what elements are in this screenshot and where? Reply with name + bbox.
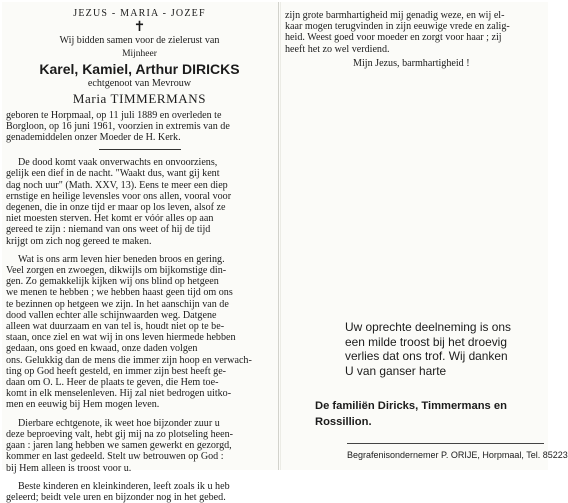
text-line: niet moesten sterven. Het komt er vóór alles op aan bbox=[6, 213, 214, 225]
text-line: heid. Weest goed voor moeder en zorgt voor haar ; zij bbox=[285, 32, 502, 44]
condolence-line: Uw oprechte deelneming is ons bbox=[345, 320, 511, 334]
spouse-name: Maria TIMMERMANS bbox=[72, 90, 207, 106]
deceased-name: Karel, Kamiel, Arthur DIRICKS bbox=[39, 61, 240, 78]
honorific: Mijnheer bbox=[122, 49, 157, 60]
families-line: De familiën Diricks, Timmermans en bbox=[315, 400, 507, 412]
left-panel bbox=[6, 6, 273, 503]
header-words: JEZUS - MARIA - JOZEF bbox=[73, 8, 206, 19]
text-line: kommer en last gedeeld. Stelt uw betrouwen op God : bbox=[6, 451, 224, 463]
text-line: Veel zorgen en zwoegen, dikwijls om bijkomstige din- bbox=[6, 265, 227, 277]
condolence-block bbox=[345, 320, 511, 379]
bio-line: genademiddelen onzer Moeder de H. Kerk. bbox=[6, 132, 181, 144]
bio-line: Borgloon, op 16 juni 1961, voorzien in extremis van de bbox=[6, 120, 230, 132]
text-line: geleerd; beidt vele uren en bijzonder nog in het gebed. bbox=[6, 491, 226, 503]
text-line: dag noch uur" (Math. XXV, 13). Eens te meer een diep bbox=[6, 179, 228, 191]
text-line: te bezinnen op hetgeen we zijn. In het aanschijn van de bbox=[6, 298, 229, 310]
text-line: ernstige en heilige levensles voor ons allen, vooral voor bbox=[6, 190, 232, 202]
text-line: alleen wat duurzaam en van tel is, houdt niet op te be- bbox=[6, 321, 225, 333]
condolence-line: U van ganser harte bbox=[345, 364, 447, 379]
paragraph-1 bbox=[6, 157, 273, 247]
text-line: Wat is ons arm leven hier beneden broos en gering. bbox=[18, 253, 225, 265]
families-line: Rossillion. bbox=[315, 416, 372, 428]
spouse-intro: echtgenoot van Mevrouw bbox=[87, 78, 192, 90]
text-line: zijn grote barmhartigheid mij genadig weze, en wij el- bbox=[285, 10, 505, 21]
memorial-card bbox=[2, 2, 568, 503]
fold-shadow bbox=[280, 2, 281, 470]
text-line: heeft het zo wel verdiend. bbox=[285, 43, 390, 55]
text-line: gedaan, ons goed en kwaad, onze daden volgen bbox=[6, 343, 198, 355]
text-line: krijgt om zich nog gereed te maken. bbox=[6, 235, 152, 247]
text-line: komt in elk menselenleven. Hij zal niet bedrogen uitko- bbox=[6, 388, 232, 400]
right-panel bbox=[285, 6, 568, 468]
undertaker-line: Begrafenisondernemer P. ORIJE, Horpmaal, Tel. 85223 bbox=[347, 450, 568, 460]
text-line: gaan : jaren lang hebben we samen gewerkt en gezorgd, bbox=[6, 440, 232, 452]
bio-line: geboren te Horpmaal, op 11 juli 1889 en overleden te bbox=[6, 109, 222, 121]
text-line: bij Hem alleen is troost voor u. bbox=[6, 462, 132, 474]
text-line: gelijk een dief in de nacht. "Waakt dus, want gij kent bbox=[6, 168, 220, 180]
text-line: gereed te zijn : niemand van ons weet of hij de tijd bbox=[6, 224, 211, 236]
paragraph-2 bbox=[6, 254, 273, 411]
text-line: kaar mogen terugvinden in zijn eeuwige vrede en zalig- bbox=[285, 21, 510, 33]
intro-text: Wij bidden samen voor de zielerust van bbox=[59, 35, 220, 46]
prayer-text bbox=[285, 10, 544, 55]
paragraph-3 bbox=[6, 418, 273, 474]
text-line: gen. Zo gemakkelijk kijken wij ons blind op hetgeen bbox=[6, 276, 219, 288]
footer-divider bbox=[347, 443, 544, 444]
invocation: Mijn Jezus, barmhartigheid ! bbox=[353, 57, 470, 69]
divider bbox=[99, 149, 181, 150]
text-line: Beste kinderen en kleinkinderen, leeft zoals ik u heb bbox=[18, 480, 230, 492]
condolence-line: verlies dat ons trof. Wij danken bbox=[345, 349, 508, 364]
text-line: ons. Gelukkig dan de mens die immer zijn hoop en verwach- bbox=[6, 354, 252, 366]
text-line: De dood komt vaak onverwachts en onvoorziens, bbox=[18, 157, 218, 169]
text-line: we menen te hebben ; we hebben haast geen tijd om ons bbox=[6, 287, 233, 299]
fold-line bbox=[278, 2, 279, 470]
text-line: daan om O. L. Heer de plaats te geven, die Hem toe- bbox=[6, 377, 219, 389]
families-block bbox=[315, 398, 507, 430]
condolence-line: een milde troost bij het droevig bbox=[345, 334, 507, 349]
text-line: deze beproeving valt, hebt gij mij na zo plotseling heen- bbox=[6, 428, 234, 440]
text-line: men en eeuwig bij Hem mogen leven. bbox=[6, 399, 160, 411]
paragraph-4 bbox=[6, 481, 273, 503]
text-line: degenen, die in onze tijd er maar op los leven, alsof ze bbox=[6, 202, 226, 214]
text-line: staan, once ziel en wat wij in ons leven hiermede hebben bbox=[6, 332, 236, 344]
text-line: dood vallen echter alle schijnwaarden weg. Datgene bbox=[6, 309, 217, 321]
biography bbox=[6, 110, 273, 144]
text-line: ting op God heeft gesteld, en immer zijn best heeft ge- bbox=[6, 365, 227, 377]
text-line: Dierbare echtgenote, ik weet hoe bijzonder zuur u bbox=[18, 417, 220, 429]
cross-icon: ✝ bbox=[133, 20, 146, 35]
